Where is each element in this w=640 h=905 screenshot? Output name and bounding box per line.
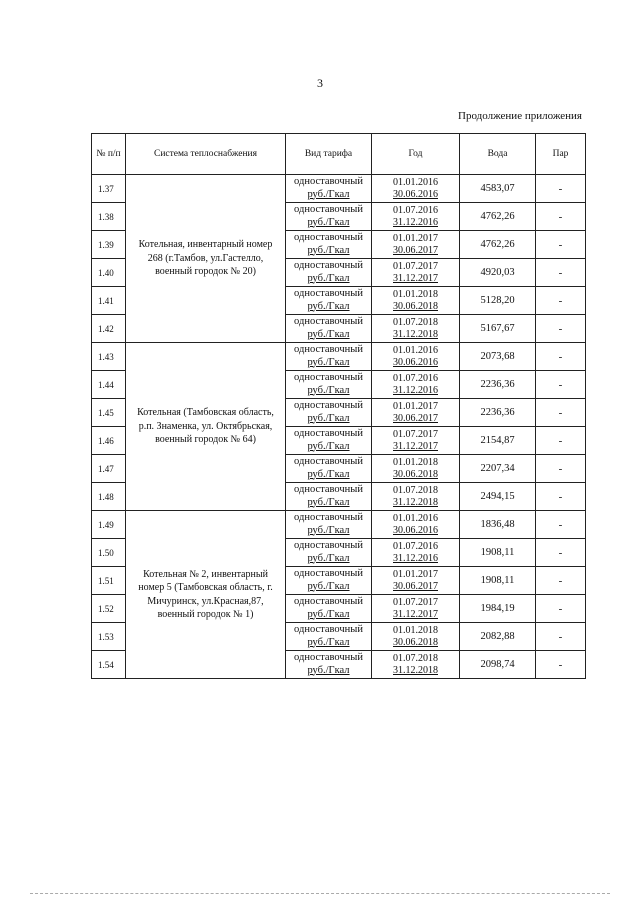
steam-tariff: -	[536, 455, 586, 483]
period-cell	[372, 315, 460, 343]
period-cell	[372, 343, 460, 371]
heating-system-name: Котельная (Тамбовская область, р.п. Знаменка, ул. Октябрьская, военный городок № 64)	[126, 343, 286, 511]
period-start: 01.01.2016	[393, 176, 438, 188]
period-start: 01.01.2017	[393, 568, 438, 580]
tariff-type-cell	[286, 427, 372, 455]
period-end: 31.12.2017	[393, 608, 438, 620]
header-system: Система теплоснабжения	[126, 134, 286, 175]
tariff-unit: руб./Гкал	[307, 244, 350, 256]
tariff-type: одноставочный	[294, 511, 363, 523]
tariff-type-cell	[286, 231, 372, 259]
period-end: 30.06.2017	[393, 580, 438, 592]
tariff-type-cell	[286, 259, 372, 287]
row-number: 1.42	[92, 315, 126, 343]
tariff-unit: руб./Гкал	[307, 412, 350, 424]
steam-tariff: -	[536, 595, 586, 623]
tariff-unit: руб./Гкал	[307, 384, 350, 396]
row-number: 1.49	[92, 511, 126, 539]
water-tariff: 2154,87	[460, 427, 536, 455]
period-cell	[372, 427, 460, 455]
period-end: 31.12.2016	[393, 552, 438, 564]
tariff-type: одноставочный	[294, 567, 363, 579]
steam-tariff: -	[536, 315, 586, 343]
row-number: 1.47	[92, 455, 126, 483]
tariff-unit: руб./Гкал	[307, 328, 350, 340]
period-cell	[372, 259, 460, 287]
tariff-unit: руб./Гкал	[307, 356, 350, 368]
period-cell	[372, 595, 460, 623]
header-tariff-type: Вид тарифа	[286, 134, 372, 175]
tariff-type-cell	[286, 371, 372, 399]
steam-tariff: -	[536, 371, 586, 399]
row-number: 1.54	[92, 651, 126, 679]
tariff-type: одноставочный	[294, 231, 363, 243]
period-start: 01.07.2017	[393, 260, 438, 272]
tariff-type: одноставочный	[294, 175, 363, 187]
water-tariff: 2494,15	[460, 483, 536, 511]
period-start: 01.01.2018	[393, 456, 438, 468]
period-start: 01.01.2018	[393, 288, 438, 300]
period-end: 30.06.2016	[393, 356, 438, 368]
tariff-unit: руб./Гкал	[307, 580, 350, 592]
period-start: 01.07.2018	[393, 484, 438, 496]
row-number: 1.37	[92, 175, 126, 203]
row-number: 1.43	[92, 343, 126, 371]
water-tariff: 5167,67	[460, 315, 536, 343]
tariff-unit: руб./Гкал	[307, 664, 350, 676]
tariff-type-cell	[286, 287, 372, 315]
period-cell	[372, 203, 460, 231]
period-end: 30.06.2016	[393, 188, 438, 200]
row-number: 1.52	[92, 595, 126, 623]
tariff-type: одноставочный	[294, 483, 363, 495]
period-cell	[372, 231, 460, 259]
tariff-unit: руб./Гкал	[307, 608, 350, 620]
steam-tariff: -	[536, 427, 586, 455]
tariff-type-cell	[286, 623, 372, 651]
row-number: 1.40	[92, 259, 126, 287]
tariff-type: одноставочный	[294, 427, 363, 439]
water-tariff: 2098,74	[460, 651, 536, 679]
tariff-type: одноставочный	[294, 595, 363, 607]
tariff-type: одноставочный	[294, 259, 363, 271]
tariff-type-cell	[286, 315, 372, 343]
tariff-type-cell	[286, 483, 372, 511]
header-num: № п/п	[92, 134, 126, 175]
water-tariff: 1836,48	[460, 511, 536, 539]
row-number: 1.46	[92, 427, 126, 455]
tariff-type: одноставочный	[294, 539, 363, 551]
period-cell	[372, 371, 460, 399]
steam-tariff: -	[536, 175, 586, 203]
period-cell	[372, 539, 460, 567]
period-cell	[372, 175, 460, 203]
period-end: 31.12.2018	[393, 328, 438, 340]
period-end: 31.12.2018	[393, 664, 438, 676]
table-row	[92, 511, 586, 539]
tariff-unit: руб./Гкал	[307, 216, 350, 228]
water-tariff: 4762,26	[460, 203, 536, 231]
row-number: 1.45	[92, 399, 126, 427]
period-start: 01.07.2016	[393, 540, 438, 552]
tariff-type: одноставочный	[294, 455, 363, 467]
water-tariff: 2082,88	[460, 623, 536, 651]
water-tariff: 4583,07	[460, 175, 536, 203]
header-water: Вода	[460, 134, 536, 175]
period-start: 01.07.2016	[393, 204, 438, 216]
water-tariff: 2073,68	[460, 343, 536, 371]
period-start: 01.01.2016	[393, 512, 438, 524]
tariff-unit: руб./Гкал	[307, 300, 350, 312]
row-number: 1.48	[92, 483, 126, 511]
period-cell	[372, 511, 460, 539]
row-number: 1.44	[92, 371, 126, 399]
period-end: 31.12.2017	[393, 272, 438, 284]
period-start: 01.07.2017	[393, 596, 438, 608]
continuation-title: Продолжение приложения	[458, 110, 582, 122]
steam-tariff: -	[536, 231, 586, 259]
period-cell	[372, 567, 460, 595]
steam-tariff: -	[536, 539, 586, 567]
tariff-type: одноставочный	[294, 651, 363, 663]
water-tariff: 4920,03	[460, 259, 536, 287]
tariff-type-cell	[286, 567, 372, 595]
tariff-type-cell	[286, 399, 372, 427]
tariff-type: одноставочный	[294, 343, 363, 355]
period-end: 31.12.2018	[393, 496, 438, 508]
period-start: 01.01.2017	[393, 232, 438, 244]
tariff-unit: руб./Гкал	[307, 552, 350, 564]
period-end: 30.06.2018	[393, 300, 438, 312]
row-number: 1.41	[92, 287, 126, 315]
tariff-type-cell	[286, 455, 372, 483]
tariff-type-cell	[286, 175, 372, 203]
period-start: 01.01.2018	[393, 624, 438, 636]
tariff-type-cell	[286, 595, 372, 623]
period-cell	[372, 651, 460, 679]
tariff-table	[91, 133, 586, 679]
water-tariff: 1908,11	[460, 567, 536, 595]
tariff-type-cell	[286, 651, 372, 679]
tariff-unit: руб./Гкал	[307, 524, 350, 536]
period-end: 30.06.2017	[393, 412, 438, 424]
table-header-row	[92, 134, 586, 175]
steam-tariff: -	[536, 343, 586, 371]
heating-system-name: Котельная, инвентарный номер 268 (г.Тамбов, ул.Гастелло, военный городок № 20)	[126, 175, 286, 343]
water-tariff: 1984,19	[460, 595, 536, 623]
water-tariff: 4762,26	[460, 231, 536, 259]
period-end: 31.12.2017	[393, 440, 438, 452]
tariff-type-cell	[286, 343, 372, 371]
water-tariff: 2236,36	[460, 371, 536, 399]
tariff-type: одноставочный	[294, 203, 363, 215]
heating-system-name: Котельная № 2, инвентарный номер 5 (Тамбовская область, г. Мичуринск, ул.Красная,87, военный городок № 1)	[126, 511, 286, 679]
tariff-unit: руб./Гкал	[307, 440, 350, 452]
period-end: 31.12.2016	[393, 384, 438, 396]
tariff-type: одноставочный	[294, 287, 363, 299]
steam-tariff: -	[536, 399, 586, 427]
row-number: 1.50	[92, 539, 126, 567]
period-end: 30.06.2017	[393, 244, 438, 256]
header-year: Год	[372, 134, 460, 175]
period-start: 01.07.2018	[393, 316, 438, 328]
period-start: 01.01.2017	[393, 400, 438, 412]
tariff-type-cell	[286, 203, 372, 231]
tariff-type: одноставочный	[294, 315, 363, 327]
tariff-unit: руб./Гкал	[307, 468, 350, 480]
header-steam: Пар	[536, 134, 586, 175]
tariff-unit: руб./Гкал	[307, 188, 350, 200]
tariff-type-cell	[286, 539, 372, 567]
steam-tariff: -	[536, 287, 586, 315]
steam-tariff: -	[536, 483, 586, 511]
period-start: 01.01.2016	[393, 344, 438, 356]
table-row	[92, 343, 586, 371]
steam-tariff: -	[536, 511, 586, 539]
steam-tariff: -	[536, 203, 586, 231]
steam-tariff: -	[536, 567, 586, 595]
row-number: 1.53	[92, 623, 126, 651]
tariff-type-cell	[286, 511, 372, 539]
period-start: 01.07.2016	[393, 372, 438, 384]
period-end: 31.12.2016	[393, 216, 438, 228]
tariff-unit: руб./Гкал	[307, 272, 350, 284]
steam-tariff: -	[536, 623, 586, 651]
row-number: 1.39	[92, 231, 126, 259]
water-tariff: 2207,34	[460, 455, 536, 483]
steam-tariff: -	[536, 651, 586, 679]
row-number: 1.51	[92, 567, 126, 595]
tariff-type: одноставочный	[294, 371, 363, 383]
water-tariff: 5128,20	[460, 287, 536, 315]
period-end: 30.06.2018	[393, 636, 438, 648]
steam-tariff: -	[536, 259, 586, 287]
period-end: 30.06.2018	[393, 468, 438, 480]
table-body	[92, 175, 586, 679]
period-start: 01.07.2017	[393, 428, 438, 440]
water-tariff: 1908,11	[460, 539, 536, 567]
row-number: 1.38	[92, 203, 126, 231]
period-cell	[372, 483, 460, 511]
period-cell	[372, 287, 460, 315]
tariff-type: одноставочный	[294, 399, 363, 411]
page-number: 3	[317, 76, 323, 90]
tariff-unit: руб./Гкал	[307, 636, 350, 648]
period-cell	[372, 623, 460, 651]
period-cell	[372, 455, 460, 483]
water-tariff: 2236,36	[460, 399, 536, 427]
table-row	[92, 175, 586, 203]
footer-divider	[30, 893, 610, 894]
tariff-unit: руб./Гкал	[307, 496, 350, 508]
period-end: 30.06.2016	[393, 524, 438, 536]
period-cell	[372, 399, 460, 427]
period-start: 01.07.2018	[393, 652, 438, 664]
tariff-type: одноставочный	[294, 623, 363, 635]
